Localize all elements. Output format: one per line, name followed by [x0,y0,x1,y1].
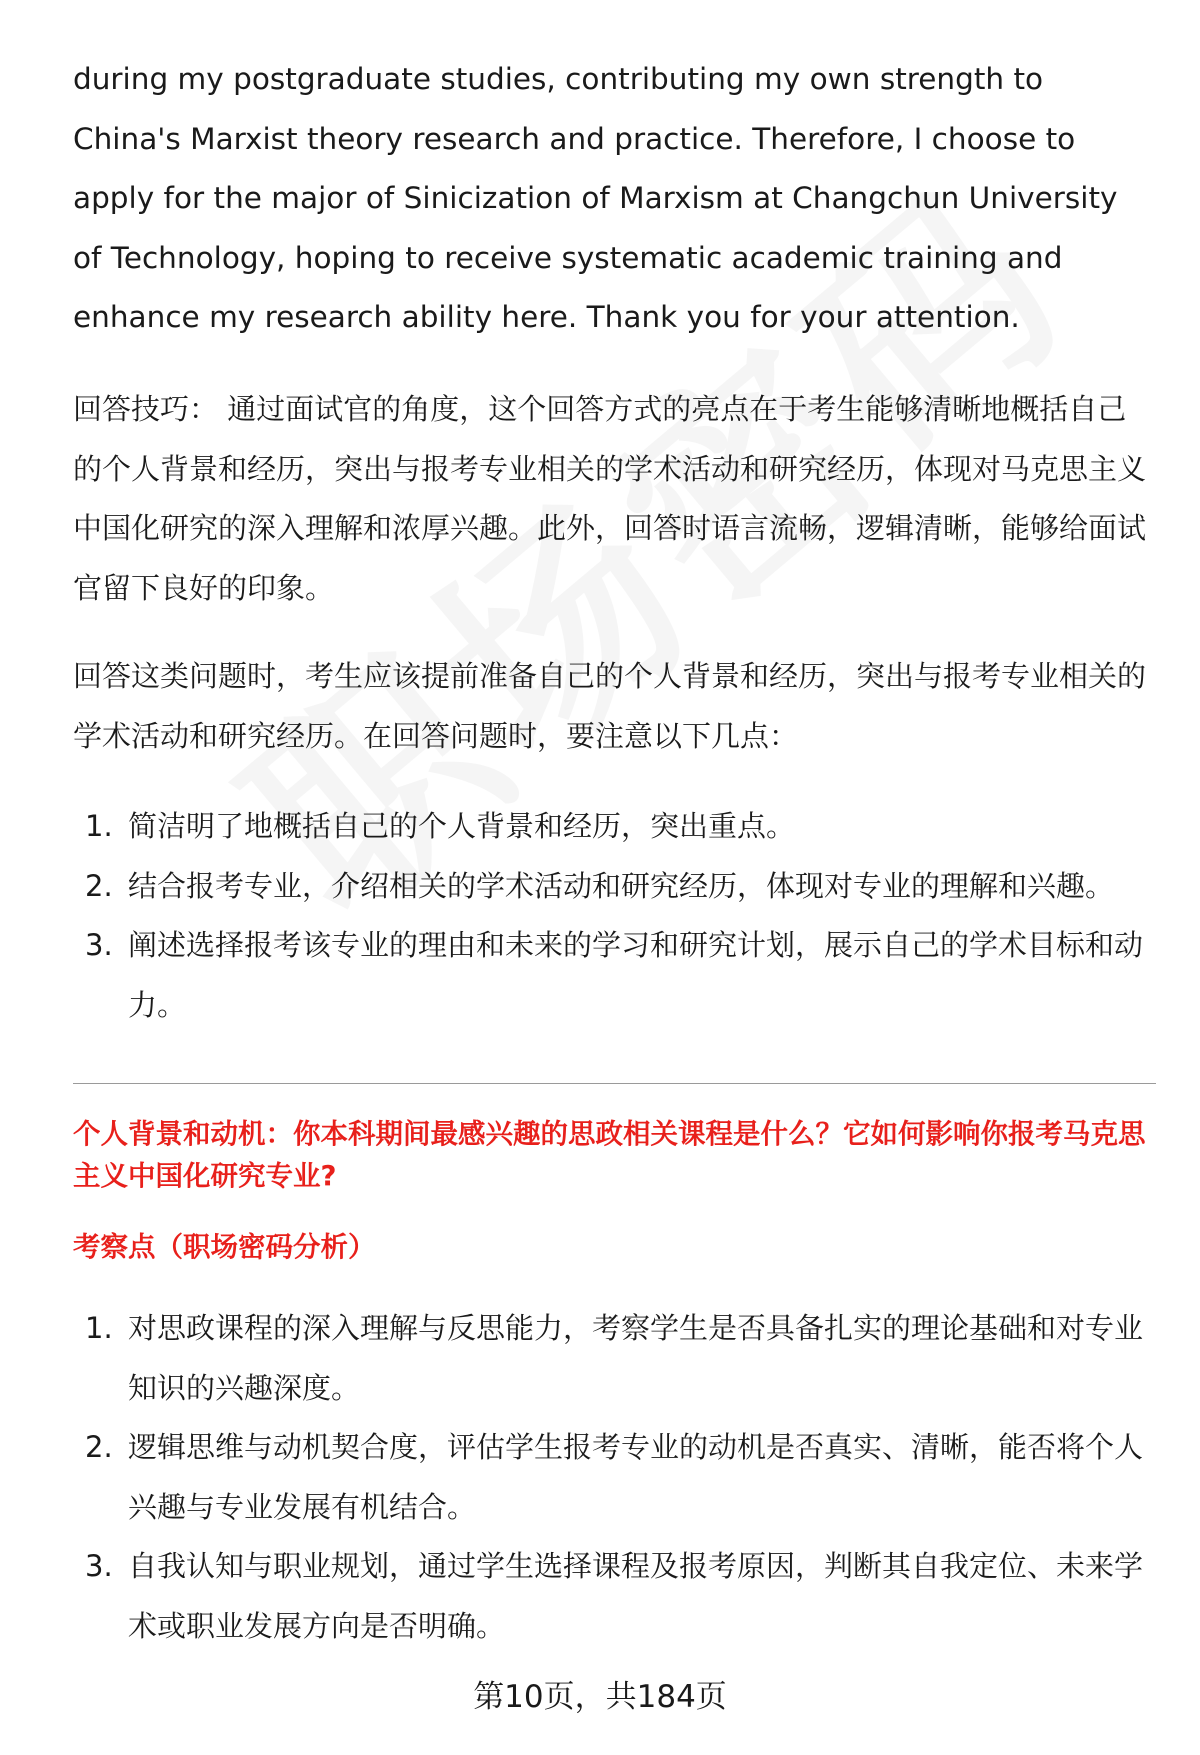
list-item-number: 3. [85,928,113,962]
list-item [73,857,1153,917]
list-item-number: 3. [85,1549,113,1583]
tips-list [73,797,1153,1035]
page-number-footer: 第10页，共184页 [473,1679,727,1715]
question-heading: 个人背景和动机：你本科期间最感兴趣的思政相关课程是什么？它如何影响你报考马克思主义中国化研究专业? [73,1118,1146,1192]
list-item-text: 逻辑思维与动机契合度，评估学生报考专业的动机是否真实、清晰，能否将个人兴趣与专业发展有机结合。 [128,1430,1144,1524]
list-item-number: 1. [85,809,113,843]
list-item [73,1537,1153,1656]
list-item [73,797,1153,857]
assessment-heading: 考察点（职场密码分析） [73,1231,376,1263]
answer-tips-paragraph: 回答技巧： 通过面试官的角度，这个回答方式的亮点在于考生能够清晰地概括自己的个人背景和经历，突出与报考专业相关的学术活动和研究经历，体现对马克思主义中国化研究的深入理解和浓厚兴趣。此外，回答时语言流畅，逻辑清晰，能够给面试官留下良好的印象。 [73,392,1147,605]
list-item-text: 阐述选择报考该专业的理由和未来的学习和研究计划，展示自己的学术目标和动力。 [128,928,1144,1022]
list-item-text: 自我认知与职业规划，通过学生选择课程及报考原因，判断其自我定位、未来学术或职业发展方向是否明确。 [128,1549,1144,1643]
list-item-text: 简洁明了地概括自己的个人背景和经历，突出重点。 [128,809,796,843]
english-closing-paragraph: during my postgraduate studies, contributing my own strength to China's Marxist theory research and practice. Therefore, I choose to apply for the major of Sinicization of Marxism at Changchun University of Technology, hoping to receive systematic academic training and enhance my research ability here. Thank you for your attention. [73,62,1118,334]
list-item [73,1299,1153,1418]
list-item-number: 1. [85,1311,113,1345]
preparation-intro-paragraph: 回答这类问题时，考生应该提前准备自己的个人背景和经历，突出与报考专业相关的学术活动和研究经历。在回答问题时，要注意以下几点： [73,659,1147,753]
list-item-number: 2. [85,868,113,903]
list-item [73,916,1153,1035]
section-divider [73,1083,1156,1084]
assessment-list [73,1299,1153,1656]
list-item-number: 2. [85,1430,113,1464]
list-item [73,1418,1153,1537]
list-item-text: 结合报考专业，介绍相关的学术活动和研究经历，体现对专业的理解和兴趣。 [128,868,1115,903]
list-item-text: 对思政课程的深入理解与反思能力，考察学生是否具备扎实的理论基础和对专业知识的兴趣深度。 [128,1311,1144,1405]
